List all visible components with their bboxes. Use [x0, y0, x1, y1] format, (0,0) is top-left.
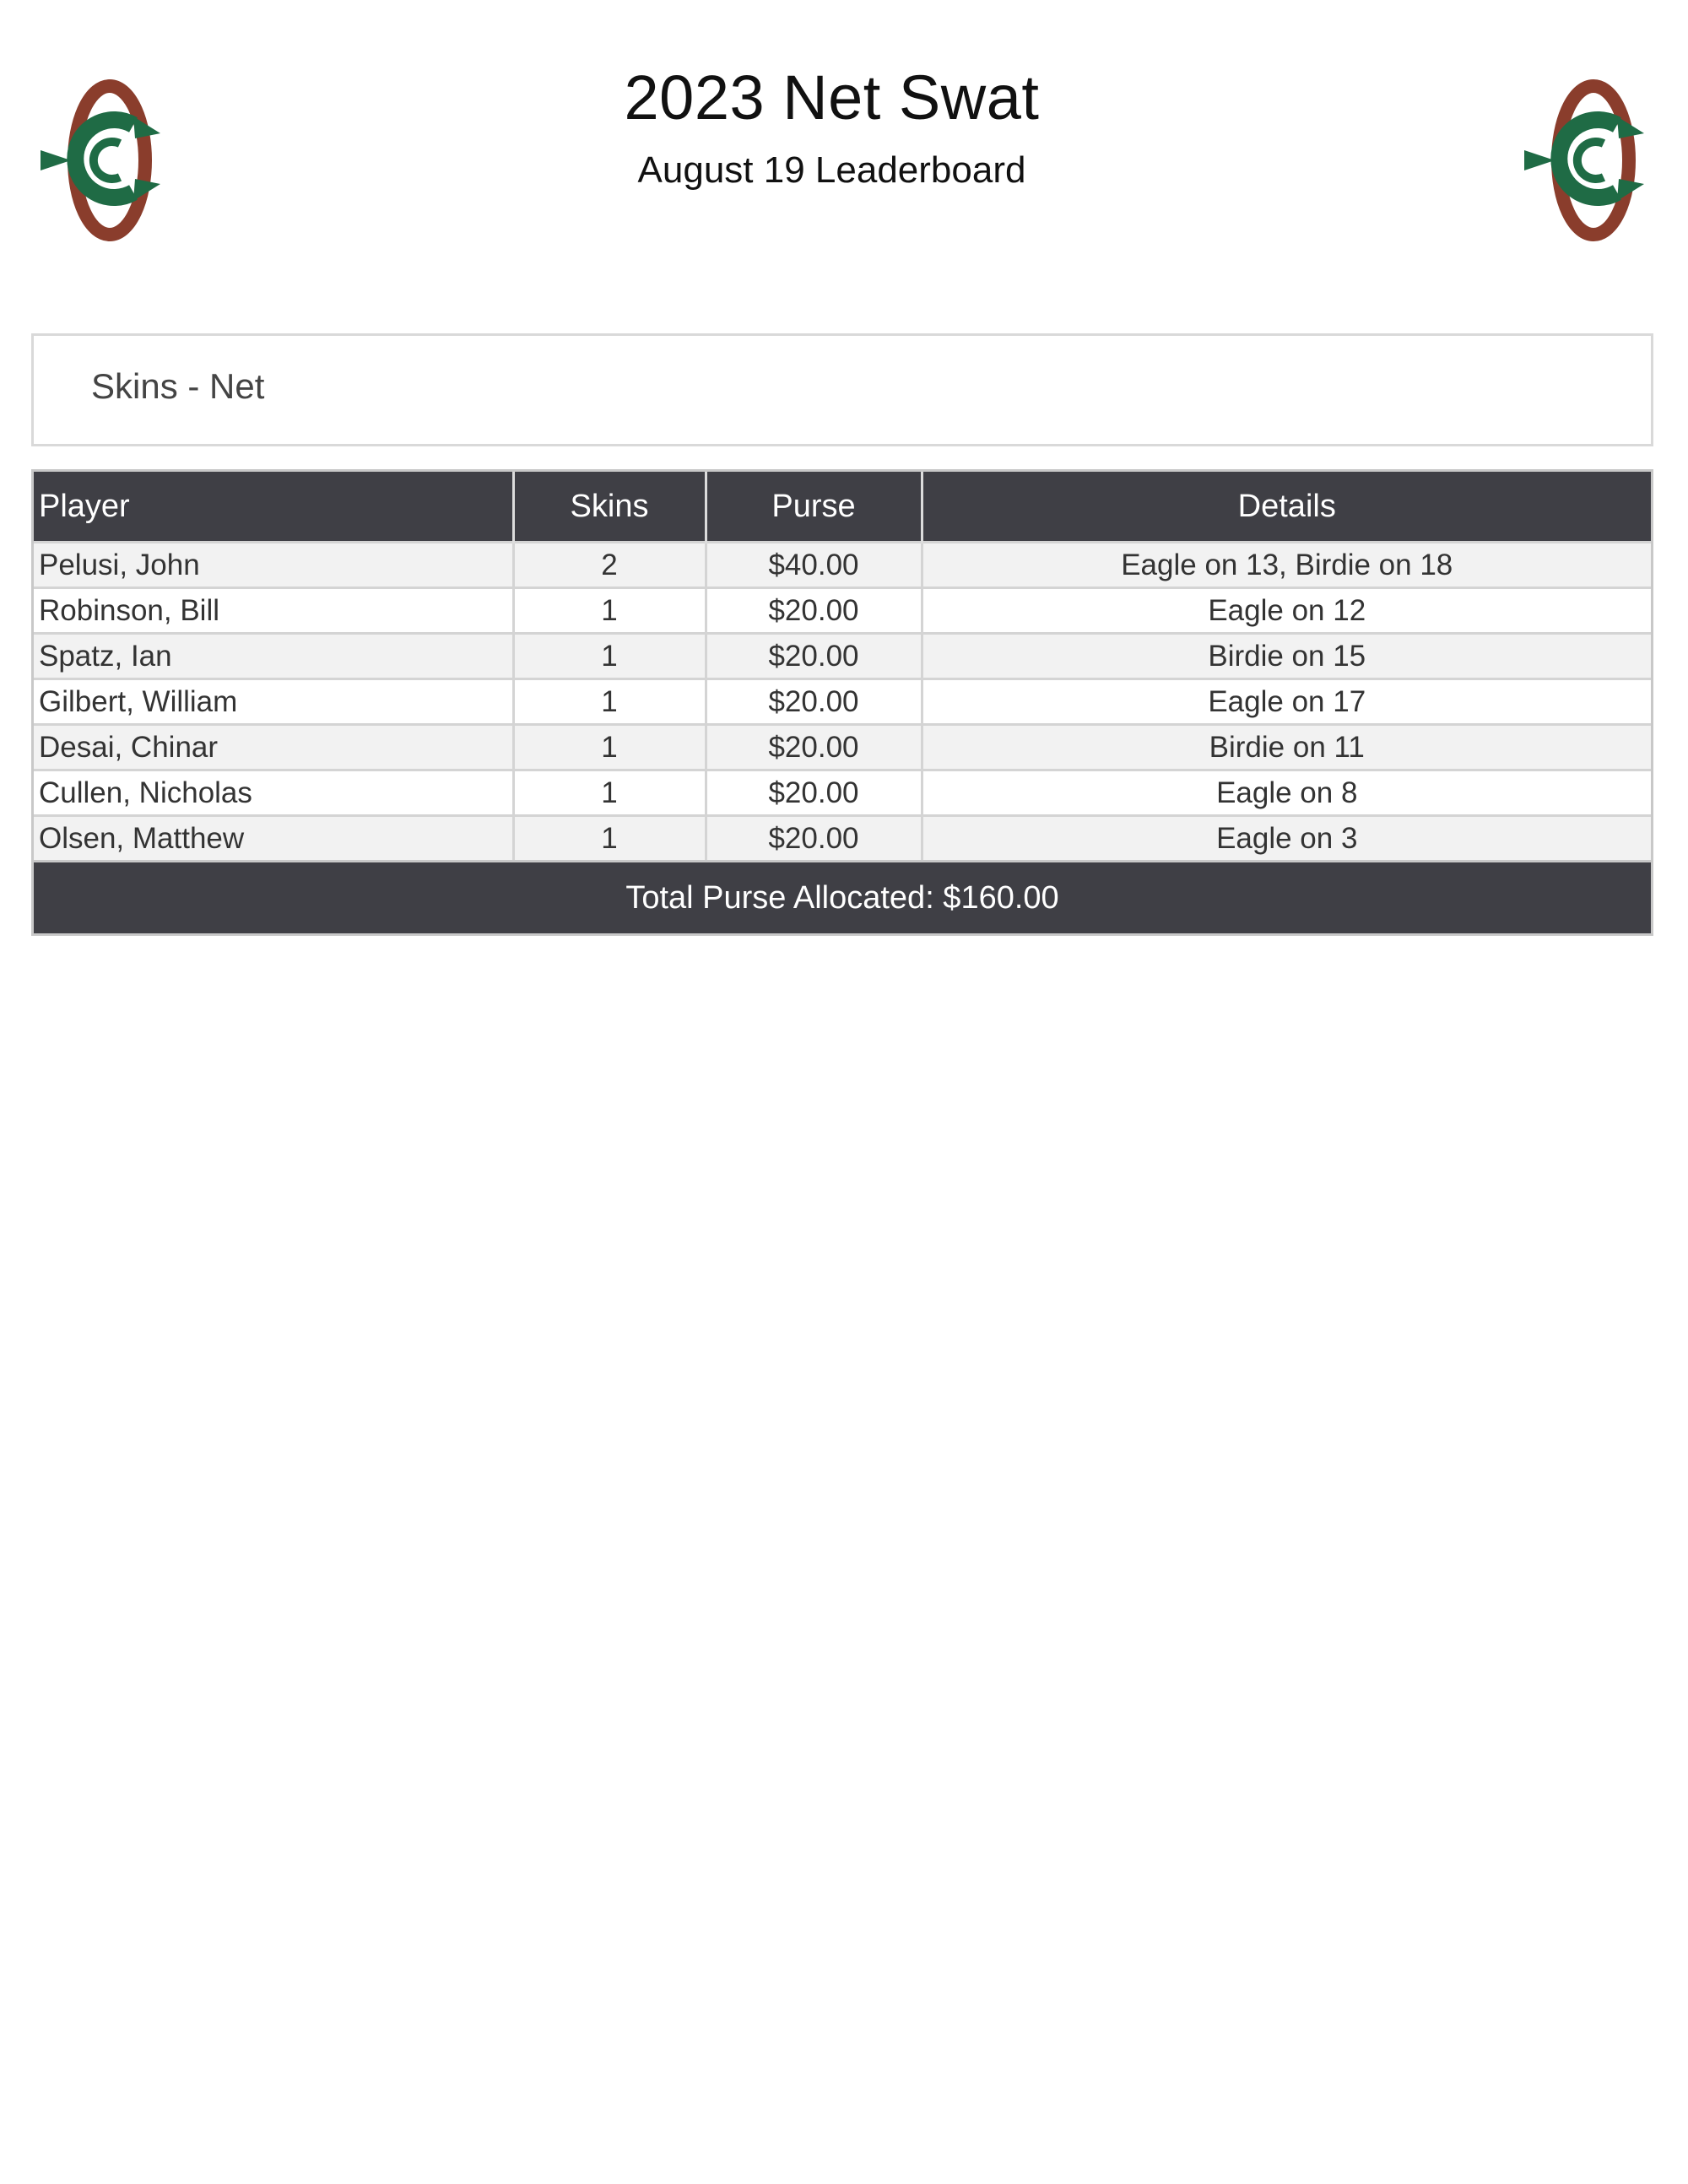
details-cell: Eagle on 3: [922, 816, 1651, 861]
section-title: Skins - Net: [91, 366, 265, 406]
player-cell: Olsen, Matthew: [34, 816, 513, 861]
player-cell: Cullen, Nicholas: [34, 770, 513, 816]
total-purse-row: Total Purse Allocated: $160.00: [34, 860, 1651, 933]
leaderboard-table: [31, 469, 1653, 936]
details-cell: Eagle on 12: [922, 588, 1651, 634]
player-cell: Spatz, Ian: [34, 634, 513, 679]
purse-cell: $20.00: [706, 679, 922, 725]
table-row: [34, 679, 1651, 725]
details-cell: Birdie on 15: [922, 634, 1651, 679]
table-row: [34, 770, 1651, 816]
player-cell: Pelusi, John: [34, 543, 513, 588]
skins-cell: 1: [513, 588, 706, 634]
page-subtitle: August 19 Leaderboard: [637, 149, 1026, 191]
table-row: [34, 588, 1651, 634]
purse-cell: $40.00: [706, 543, 922, 588]
purse-cell: $20.00: [706, 725, 922, 770]
purse-cell: $20.00: [706, 770, 922, 816]
table-row: [34, 634, 1651, 679]
table-header-row: [34, 472, 1651, 543]
purse-cell: $20.00: [706, 816, 922, 861]
column-header-details: Details: [922, 472, 1651, 543]
player-cell: Desai, Chinar: [34, 725, 513, 770]
player-cell: Gilbert, William: [34, 679, 513, 725]
table-row: [34, 543, 1651, 588]
table-row: [34, 816, 1651, 861]
column-header-purse: Purse: [706, 472, 922, 543]
skins-cell: 1: [513, 634, 706, 679]
details-cell: Eagle on 8: [922, 770, 1651, 816]
skins-cell: 1: [513, 816, 706, 861]
skins-cell: 1: [513, 770, 706, 816]
skins-cell: 2: [513, 543, 706, 588]
details-cell: Birdie on 11: [922, 725, 1651, 770]
column-header-player: Player: [34, 472, 513, 543]
player-cell: Robinson, Bill: [34, 588, 513, 634]
section-header: [31, 333, 1653, 446]
skins-cell: 1: [513, 679, 706, 725]
page-header: [0, 59, 1664, 194]
purse-cell: $20.00: [706, 634, 922, 679]
purse-cell: $20.00: [706, 588, 922, 634]
table-row: [34, 725, 1651, 770]
skins-cell: 1: [513, 725, 706, 770]
page-title: 2023 Net Swat: [624, 62, 1040, 132]
details-cell: Eagle on 17: [922, 679, 1651, 725]
details-cell: Eagle on 13, Birdie on 18: [922, 543, 1651, 588]
column-header-skins: Skins: [513, 472, 706, 543]
